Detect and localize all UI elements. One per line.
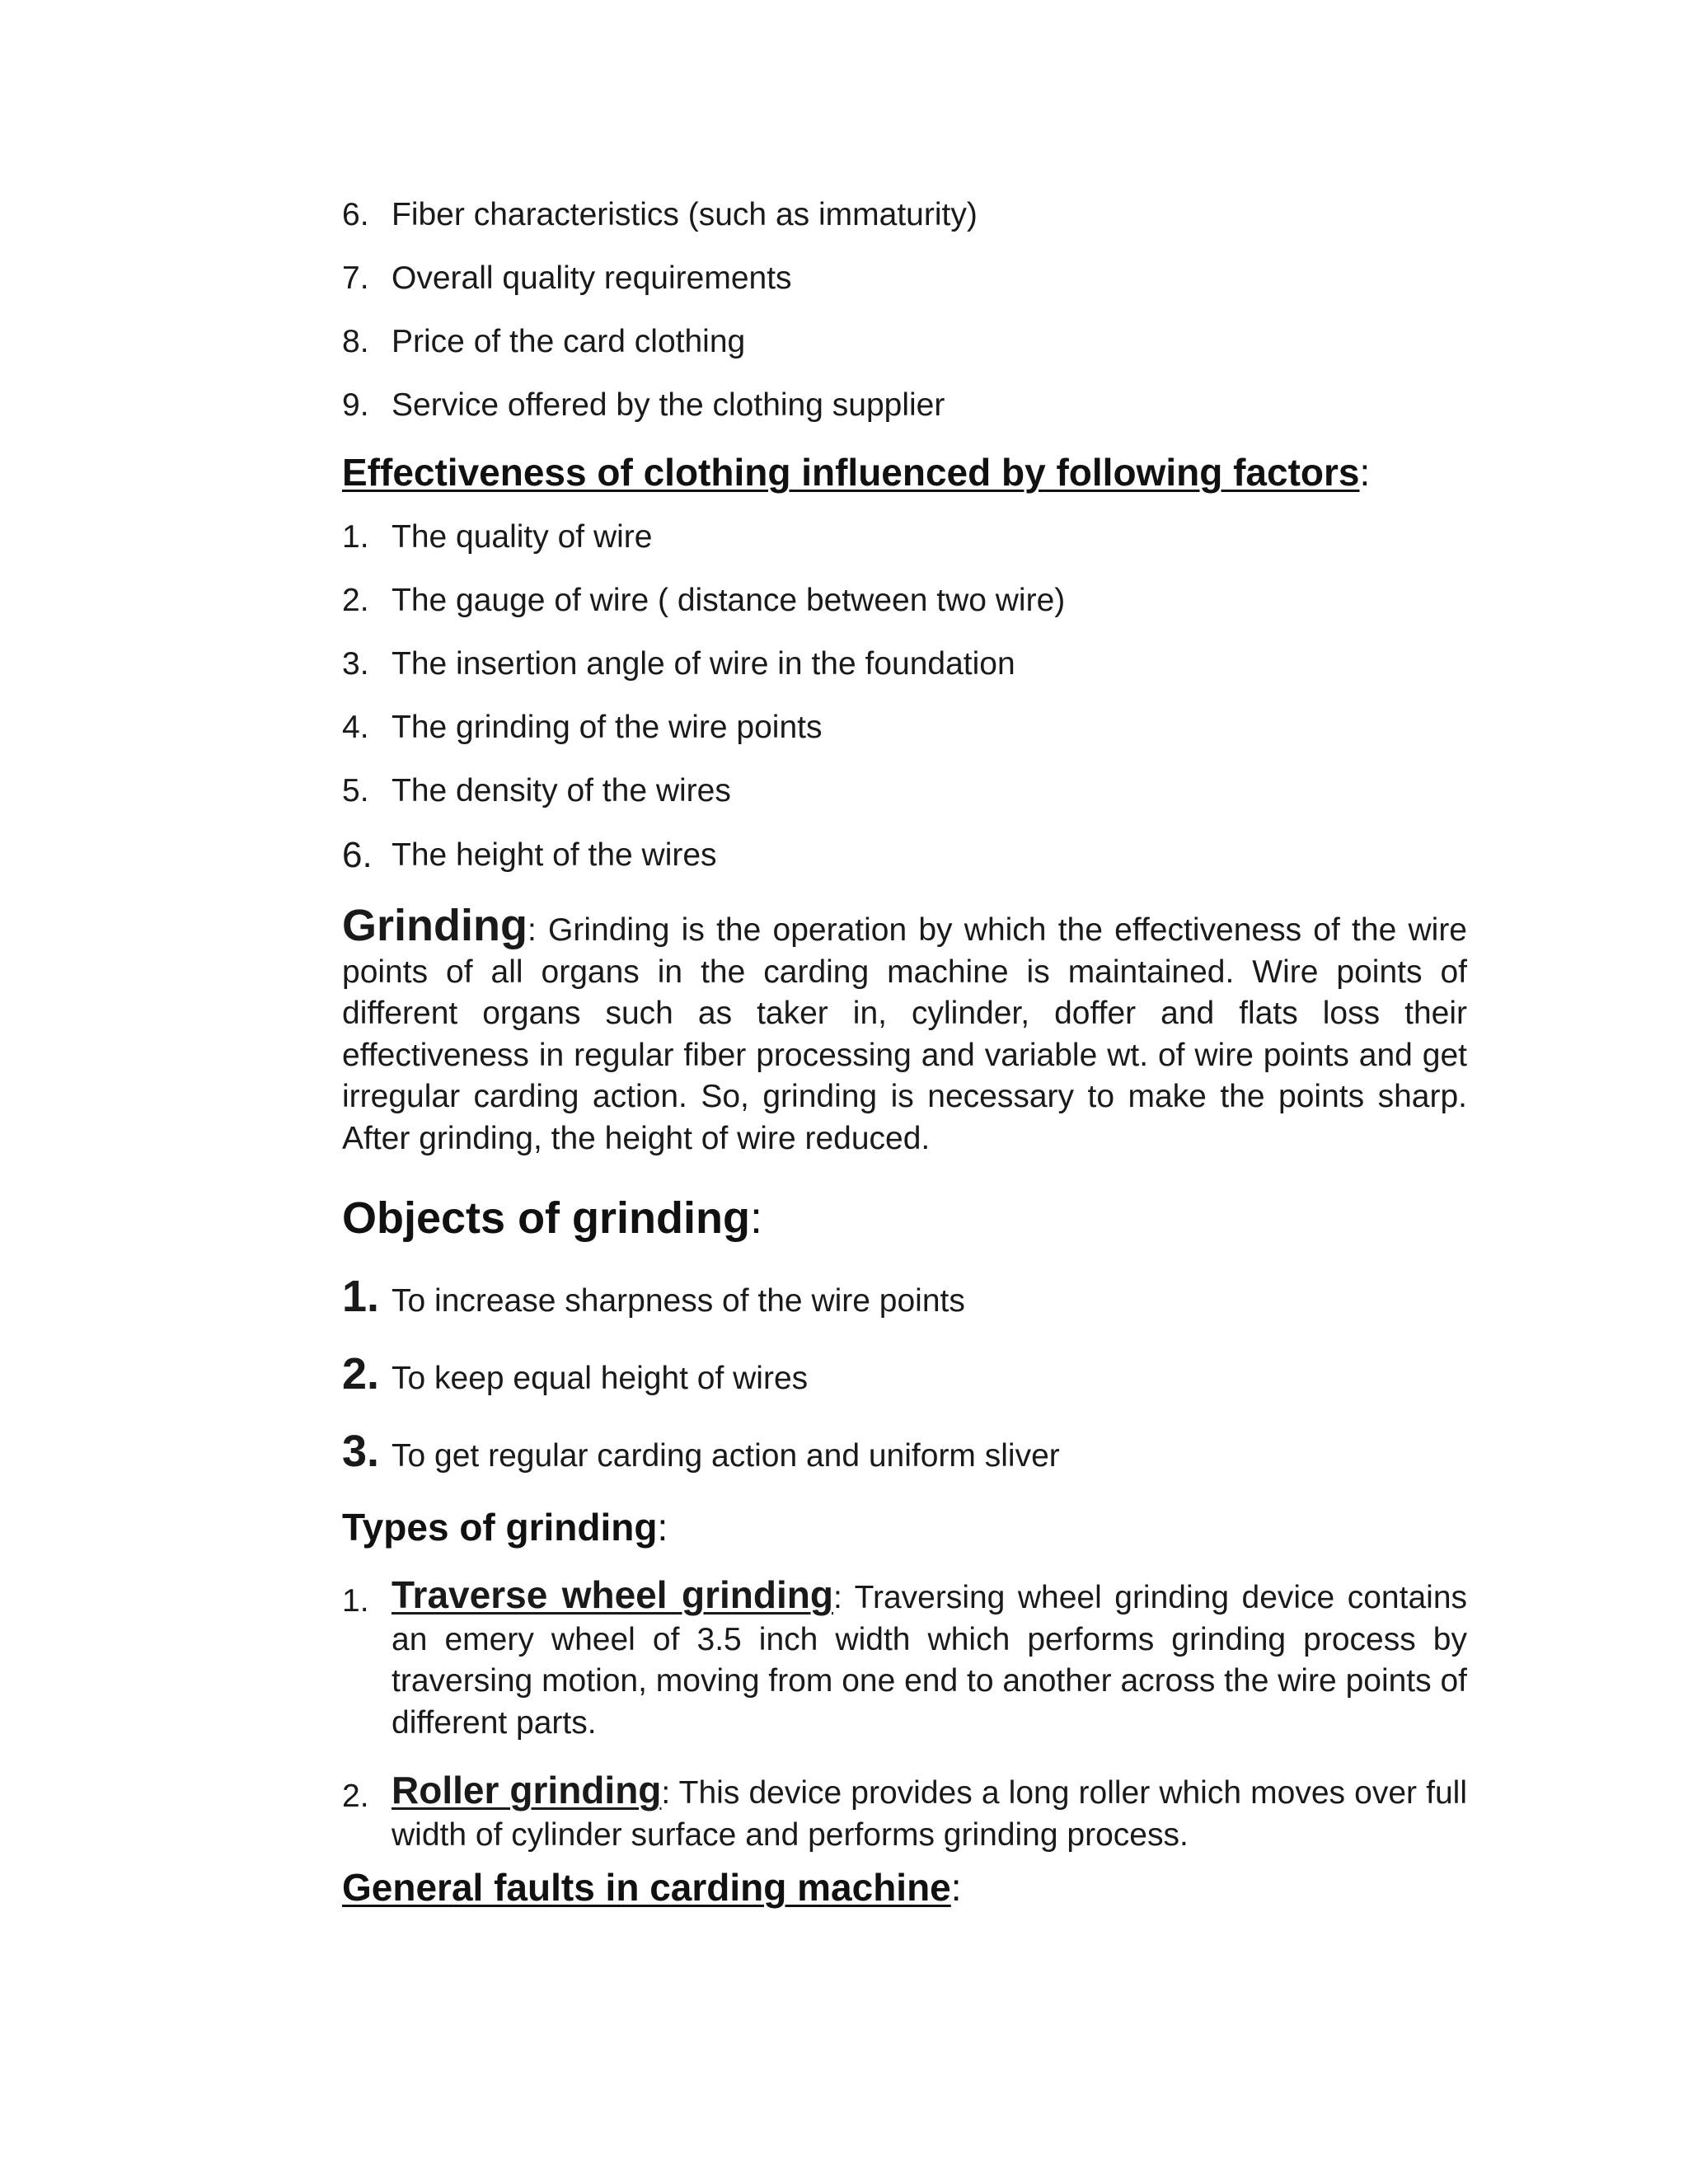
heading-colon: : (950, 1866, 962, 1909)
list-number: 7. (342, 260, 369, 296)
list-item (342, 1427, 1467, 1477)
section-heading-types (342, 1504, 668, 1550)
list-number: 9. (342, 387, 369, 423)
list-text: To get regular carding action and uniform sliver (392, 1438, 1060, 1474)
list-text: Price of the card clothing (392, 324, 746, 359)
item-body: This device provides a long roller which moves over full width of cylinder surface and performs grinding process. (392, 1775, 1467, 1853)
list-text (392, 1574, 1467, 1744)
list-text: The density of the wires (392, 773, 731, 808)
list-item (342, 517, 1467, 558)
list-text: Service offered by the clothing supplier (392, 387, 945, 423)
list-number: 1. (342, 519, 369, 555)
item-label: Traverse wheel grinding (392, 1573, 833, 1616)
list-text: The gauge of wire ( distance between two wire) (392, 583, 1066, 618)
list-item (342, 1349, 1467, 1399)
list-text: The grinding of the wire points (392, 710, 823, 745)
list-item (342, 321, 1467, 363)
list-text: To increase sharpness of the wire points (392, 1283, 965, 1319)
list-text (392, 1769, 1467, 1856)
list-item (342, 194, 1467, 236)
list-item (342, 771, 1467, 812)
list-item (342, 1769, 1467, 1856)
list-item (342, 1574, 1467, 1744)
grinding-paragraph (342, 901, 1467, 1160)
list-item (342, 1272, 1467, 1322)
section-heading-faults (342, 1864, 962, 1910)
list-number: 1. (342, 1272, 380, 1321)
heading-text: Effectiveness of clothing influenced by following factors (342, 451, 1360, 494)
list-text: The insertion angle of wire in the foundation (392, 646, 1015, 682)
heading-text: General faults in carding machine (342, 1866, 951, 1909)
list-item (342, 258, 1467, 299)
grinding-term: Grinding (342, 901, 528, 950)
list-number: 3. (342, 646, 369, 682)
heading-text: Types of grinding (342, 1506, 658, 1549)
list-text: Overall quality requirements (392, 260, 792, 296)
list-item (342, 707, 1467, 748)
list-number: 8. (342, 324, 369, 359)
section-heading-objects (342, 1192, 762, 1244)
list-text: Fiber characteristics (such as immaturity) (392, 197, 978, 232)
list-item (342, 385, 1467, 426)
list-number: 2. (342, 583, 369, 618)
list-text: To keep equal height of wires (392, 1361, 809, 1396)
list-number: 6. (342, 835, 373, 875)
list-number: 5. (342, 773, 369, 808)
item-colon: : (832, 1580, 842, 1615)
list-number: 6. (342, 197, 369, 232)
list-text: The height of the wires (392, 837, 717, 873)
grinding-body: Grinding is the operation by which the effectiveness of the wire points of all organs in the carding machine is maintained. Wire points of different organs such as taker in, cylinder, doffer and flats loss their effectiveness in regular fiber processing and variable wt. of wire points and get irregular carding action. So, grinding is necessary to make the points sharp. After grinding, the height of wire reduced. (342, 912, 1467, 1156)
heading-colon: : (750, 1193, 763, 1243)
section-heading-effectiveness (342, 449, 1370, 495)
heading-colon: : (657, 1506, 668, 1549)
list-number: 3. (342, 1427, 380, 1476)
list-number: 1. (342, 1583, 369, 1619)
item-body: Traversing wheel grinding device contains an emery wheel of 3.5 inch width which performs grinding process by traversing motion, moving from one end to another across the wire points of different parts. (392, 1580, 1468, 1741)
list-item (342, 580, 1467, 621)
heading-colon: : (1359, 451, 1371, 494)
list-number: 2. (342, 1779, 369, 1814)
item-label: Roller grinding (392, 1769, 662, 1811)
list-number: 4. (342, 710, 369, 745)
grinding-colon: : (527, 912, 537, 948)
list-number: 2. (342, 1349, 380, 1399)
item-colon: : (661, 1775, 671, 1811)
list-text: The quality of wire (392, 519, 653, 555)
list-item (342, 644, 1467, 685)
list-item (342, 835, 1467, 876)
heading-text: Objects of grinding (342, 1193, 750, 1243)
